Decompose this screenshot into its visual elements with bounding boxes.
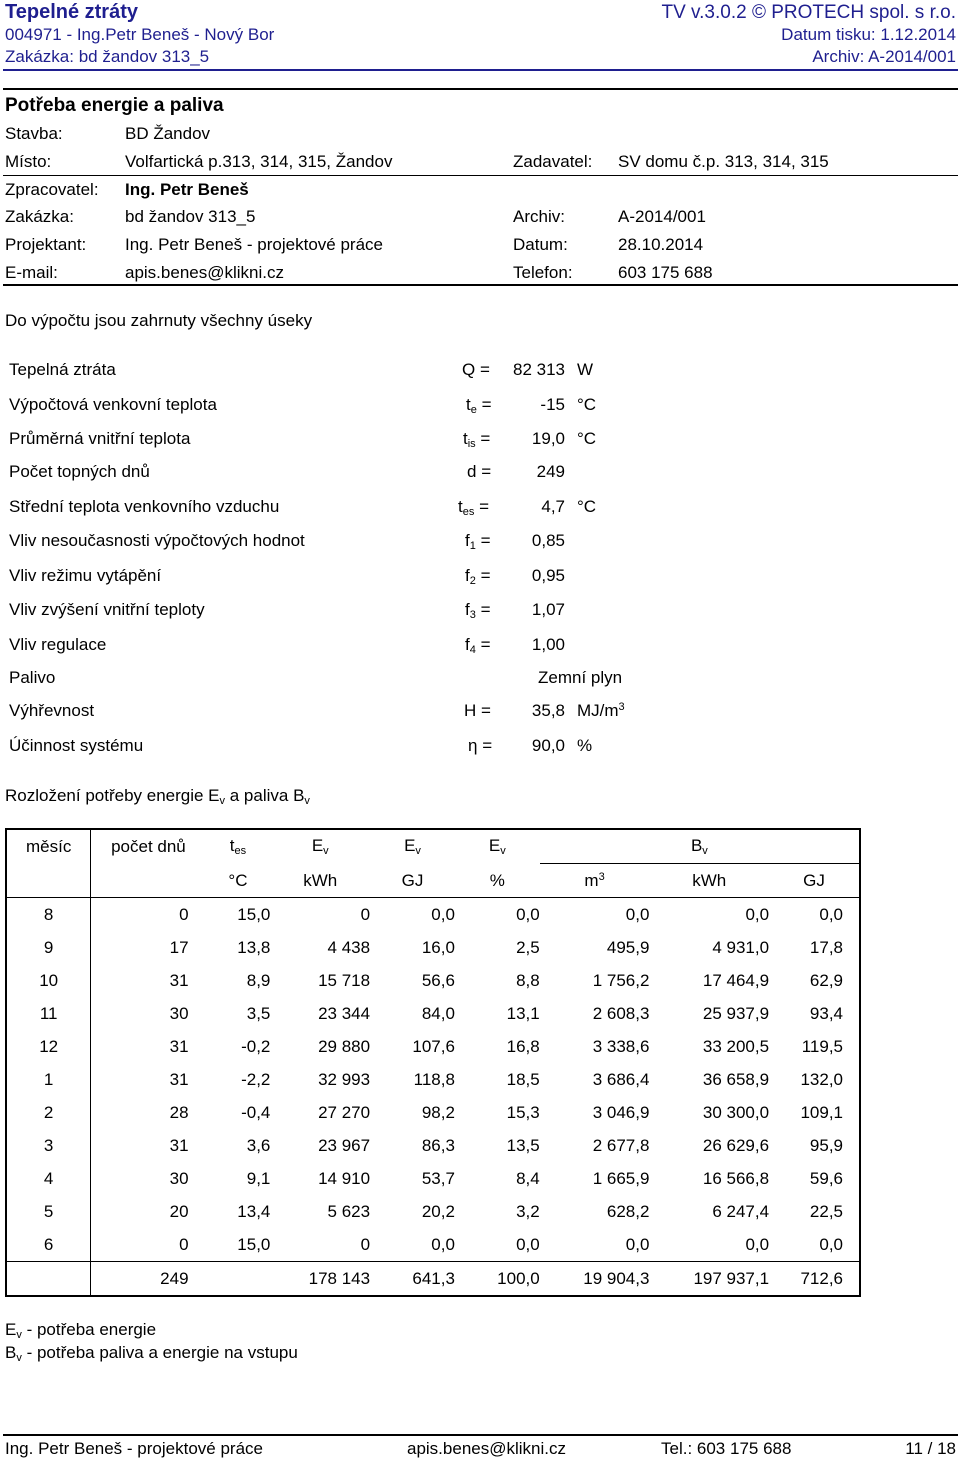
param-value: 4,7 (541, 497, 565, 516)
param-value: 19,0 (531, 429, 565, 448)
table-cell: 13,1 (506, 1004, 540, 1023)
unit-gj: GJ (370, 864, 455, 898)
section-top-rule (3, 88, 958, 90)
table-cell: 4 438 (327, 938, 371, 957)
table-row (6, 1063, 860, 1096)
telefon-label: Telefon: (513, 263, 573, 282)
param-label: Počet topných dnů (9, 462, 150, 481)
param-value: 0,85 (531, 531, 565, 550)
table-cell: 197 937,1 (649, 1262, 769, 1297)
info-divider-2 (3, 284, 958, 286)
table-cell: 0 (91, 898, 206, 932)
table-cell: 15 718 (318, 971, 371, 990)
table-cell: 0 (360, 905, 371, 924)
page-number: 11 / 18 (905, 1439, 956, 1458)
stavba-label: Stavba: (5, 124, 63, 143)
table-cell: 641,3 (370, 1262, 455, 1297)
table-cell: 30 300,0 (702, 1103, 770, 1122)
stavba-value: BD Žandov (125, 124, 211, 143)
table-cell: 132,0 (769, 1063, 860, 1096)
table-cell (206, 1262, 271, 1297)
table-cell: 84,0 (421, 1004, 455, 1023)
zakazka-value: bd žandov 313_5 (125, 207, 256, 226)
table-cell: 14 910 (318, 1169, 371, 1188)
table-cell: 31 (91, 1030, 206, 1063)
table-cell: 31 (91, 1129, 206, 1162)
efficiency-value: 90,0 (531, 736, 565, 755)
calorific-label: Výhřevnost (9, 701, 95, 720)
table-cell: 4 (6, 1162, 91, 1195)
table-cell: 15,0 (237, 905, 271, 924)
table-row (6, 1195, 860, 1228)
table-cell: 93,4 (769, 997, 860, 1030)
misto-label: Místo: (5, 152, 52, 171)
archiv-label: Archiv: (513, 207, 565, 226)
table-cell: 15,3 (506, 1103, 540, 1122)
efficiency-symbol: η = (468, 736, 493, 755)
param-label: Vliv regulace (9, 635, 107, 654)
unit-cell-empty (6, 864, 91, 898)
zakazka-label: Zakázka: (5, 207, 74, 226)
print-date: Datum tisku: 1.12.2014 (781, 25, 956, 44)
table-cell: 36 658,9 (702, 1070, 770, 1089)
table-cell: 17 (91, 931, 206, 964)
table-cell: 3,2 (516, 1202, 540, 1221)
misto-value: Volfartická p.313, 314, 315, Žandov (125, 152, 393, 171)
table-cell: 8 (6, 898, 91, 932)
param-symbol: $f_2$ = (465, 566, 491, 587)
param-label: Průměrná vnitřní teplota (9, 429, 191, 448)
table-cell: 712,6 (769, 1262, 860, 1297)
table-cell: 17 464,9 (702, 971, 770, 990)
table-cell: 33 200,5 (702, 1037, 770, 1056)
param-symbol: Q = (462, 360, 490, 379)
table-cell: 1 665,9 (592, 1169, 650, 1188)
table-cell: -2,2 (241, 1070, 271, 1089)
table-cell: 11 (6, 997, 91, 1030)
table-cell: 3,6 (246, 1136, 271, 1155)
col-header-ev: $E_v$ (270, 829, 370, 864)
table-row (6, 1030, 860, 1063)
unit-cell-empty (91, 864, 206, 898)
table-cell: 0,0 (745, 905, 770, 924)
table-cell: 28 (91, 1096, 206, 1129)
unit-kwh: kWh (270, 864, 370, 898)
param-symbol: $f_3$ = (465, 600, 491, 621)
table-cell: 53,7 (421, 1169, 455, 1188)
email-label: E-mail: (5, 263, 58, 282)
param-label: Vliv nesoučasnosti výpočtových hodnot (9, 531, 305, 550)
table-cell: 2,5 (516, 938, 540, 957)
param-unit: W (577, 360, 594, 379)
table-cell: 13,4 (237, 1202, 271, 1221)
table-cell (6, 1262, 91, 1297)
table-cell: 0,0 (431, 905, 455, 924)
table-cell: 16,8 (506, 1037, 540, 1056)
param-value: 249 (536, 462, 565, 481)
param-value: 0,95 (531, 566, 565, 585)
table-cell: 6 247,4 (712, 1202, 770, 1221)
unit-kwh: kWh (649, 864, 769, 898)
unit-celsius: °C (206, 864, 271, 898)
param-value: 1,07 (531, 600, 565, 619)
calorific-symbol: H = (464, 701, 491, 720)
fuel-value: Zemní plyn (538, 668, 623, 687)
table-cell: 3 338,6 (592, 1037, 650, 1056)
report-title: Tepelné ztráty (5, 1, 138, 23)
table-cell: 59,6 (769, 1162, 860, 1195)
table-cell: 2 (6, 1096, 91, 1129)
table-cell: 12 (6, 1030, 91, 1063)
footer-phone: Tel.: 603 175 688 (661, 1439, 792, 1458)
table-cell: 16 566,8 (702, 1169, 770, 1188)
table-cell: 3,5 (246, 1004, 271, 1023)
param-label: Vliv zvýšení vnitřní teploty (9, 600, 205, 619)
table-row (6, 964, 860, 997)
table-row (6, 1228, 860, 1262)
info-divider-1 (3, 175, 958, 176)
col-header-bv: $B_v$ (540, 829, 860, 864)
table-cell: 109,1 (769, 1096, 860, 1129)
table-cell: -0,4 (241, 1103, 271, 1122)
table-cell: 0,0 (431, 1235, 455, 1254)
table-cell: 9,1 (246, 1169, 271, 1188)
table-row (6, 1129, 860, 1162)
calculation-note: Do výpočtu jsou zahrnuty všechny úseky (5, 311, 313, 330)
param-symbol: $f_4$ = (465, 635, 491, 656)
table-cell: 32 993 (318, 1070, 371, 1089)
license-info: 004971 - Ing.Petr Beneš - Nový Bor (5, 25, 275, 44)
table-cell: 2 677,8 (592, 1136, 650, 1155)
table-cell: 13,5 (506, 1136, 540, 1155)
table-cell: 30 (91, 997, 206, 1030)
table-cell: 6 (6, 1228, 91, 1262)
table-cell: 3 (6, 1129, 91, 1162)
table-cell: 8,4 (516, 1169, 540, 1188)
param-value: 1,00 (531, 635, 565, 654)
unit-percent: % (455, 864, 540, 898)
param-unit: °C (577, 429, 597, 448)
table-cell: 15,0 (237, 1235, 271, 1254)
col-header-month: měsíc (6, 829, 91, 864)
table-cell: 20 (91, 1195, 206, 1228)
param-label: Střední teplota venkovního vzduchu (9, 497, 280, 516)
table-cell: 0,0 (625, 905, 650, 924)
archiv-value: A-2014/001 (618, 207, 706, 226)
table-cell: 107,6 (412, 1037, 455, 1056)
table-cell: 18,5 (506, 1070, 540, 1089)
zadavatel-label: Zadavatel: (513, 152, 593, 171)
table-cell: 178 143 (270, 1262, 370, 1297)
order-name: Zakázka: bd žandov 313_5 (5, 47, 210, 66)
col-header-days: počet dnů (91, 829, 206, 864)
zpracovatel-value: Ing. Petr Beneš (125, 180, 249, 199)
table-cell: 23 344 (318, 1004, 371, 1023)
param-label: Tepelná ztráta (9, 360, 116, 379)
param-unit: °C (577, 395, 597, 414)
section-title: Potřeba energie a paliva (5, 95, 224, 116)
col-header-tes: $t_{es}$ (206, 829, 271, 864)
param-value: 82 313 (513, 360, 565, 379)
datum-label: Datum: (513, 235, 568, 254)
archive-number: Archiv: A-2014/001 (812, 47, 956, 66)
telefon-value: 603 175 688 (618, 263, 713, 282)
table-cell: 56,6 (421, 971, 455, 990)
table-cell: 0,0 (769, 898, 860, 932)
fuel-label: Palivo (9, 668, 56, 687)
table-cell: 4 931,0 (712, 938, 770, 957)
table-cell: 31 (91, 964, 206, 997)
table-row (6, 1096, 860, 1129)
table-cell: 98,2 (421, 1103, 455, 1122)
software-version: TV v.3.0.2 © PROTECH spol. s r.o. (661, 2, 956, 23)
table-cell: -0,2 (241, 1037, 271, 1056)
projektant-label: Projektant: (5, 235, 87, 254)
table-cell: 22,5 (769, 1195, 860, 1228)
table-cell: 95,9 (769, 1129, 860, 1162)
table-cell: 30 (91, 1162, 206, 1195)
efficiency-unit: % (577, 736, 593, 755)
table-cell: 0 (360, 1235, 371, 1254)
datum-value: 28.10.2014 (618, 235, 704, 254)
table-cell: 27 270 (318, 1103, 371, 1122)
table-cell: 8,8 (516, 971, 540, 990)
table-cell: 23 967 (318, 1136, 371, 1155)
table-cell: 0 (91, 1228, 206, 1262)
table-row (6, 997, 860, 1030)
unit-m3: $m^3$ (540, 864, 650, 898)
monthly-distribution-table (5, 828, 861, 1297)
table-cell: 20,2 (421, 1202, 455, 1221)
table-cell: 5 623 (327, 1202, 371, 1221)
distribution-title: Rozložení potřeby energie $E_v$ a paliva $B_v$ (5, 786, 310, 807)
table-cell: 0,0 (769, 1228, 860, 1262)
legend-fuel: $B_v$ - potřeba paliva a energie na vstupu (5, 1343, 298, 1364)
calorific-unit: $MJ/m^3$ (577, 701, 625, 720)
footer-email: apis.benes@klikni.cz (407, 1439, 566, 1458)
table-cell: 0,0 (516, 905, 540, 924)
table-cell: 62,9 (769, 964, 860, 997)
table-cell: 0,0 (516, 1235, 540, 1254)
param-value: -15 (540, 395, 565, 414)
zadavatel-value: SV domu č.p. 313, 314, 315 (618, 152, 829, 171)
param-label: Vliv režimu vytápění (9, 566, 162, 585)
table-row (6, 931, 860, 964)
table-total-row (6, 1262, 860, 1297)
param-symbol: $t_{es}$ = (458, 497, 490, 518)
col-header-ev: $E_v$ (370, 829, 455, 864)
table-cell: 10 (6, 964, 91, 997)
param-symbol: $t_e$ = (466, 395, 492, 416)
param-unit: °C (577, 497, 597, 516)
table-cell: 13,8 (237, 938, 271, 957)
table-row (6, 1162, 860, 1195)
param-symbol: $t_{is}$ = (463, 429, 491, 450)
table-cell: 3 046,9 (592, 1103, 650, 1122)
table-cell: 119,5 (769, 1030, 860, 1063)
table-cell: 0,0 (625, 1235, 650, 1254)
efficiency-label: Účinnost systému (9, 736, 144, 755)
table-cell: 495,9 (606, 938, 650, 957)
table-cell: 86,3 (421, 1136, 455, 1155)
table-unit-row (6, 864, 860, 898)
footer-author: Ing. Petr Beneš - projektové práce (5, 1439, 263, 1458)
table-cell: 118,8 (413, 1070, 455, 1089)
footer-divider (3, 1434, 958, 1436)
table-cell: 26 629,6 (702, 1136, 770, 1155)
calorific-value: 35,8 (531, 701, 565, 720)
table-cell: 19 904,3 (540, 1262, 650, 1297)
table-cell: 249 (91, 1262, 206, 1297)
table-cell: 31 (91, 1063, 206, 1096)
table-cell: 100,0 (455, 1262, 540, 1297)
table-cell: 1 (6, 1063, 91, 1096)
projektant-value: Ing. Petr Beneš - projektové práce (125, 235, 383, 254)
email-value: apis.benes@klikni.cz (125, 263, 284, 282)
table-cell: 8,9 (246, 971, 271, 990)
table-cell: 9 (6, 931, 91, 964)
table-header-row (6, 829, 860, 864)
table-row (6, 898, 860, 932)
legend-energy: $E_v$ - potřeba energie (5, 1320, 157, 1341)
col-header-ev: $E_v$ (455, 829, 540, 864)
param-label: Výpočtová venkovní teplota (9, 395, 217, 414)
table-cell: 5 (6, 1195, 91, 1228)
table-cell: 2 608,3 (592, 1004, 650, 1023)
param-symbol: d = (467, 462, 492, 481)
unit-gj: GJ (769, 864, 860, 898)
param-symbol: $f_1$ = (465, 531, 491, 552)
table-cell: 25 937,9 (702, 1004, 770, 1023)
table-cell: 0,0 (745, 1235, 770, 1254)
table-cell: 3 686,4 (592, 1070, 650, 1089)
table-cell: 29 880 (318, 1037, 371, 1056)
table-cell: 17,8 (769, 931, 860, 964)
zpracovatel-label: Zpracovatel: (5, 180, 99, 199)
table-cell: 1 756,2 (592, 971, 650, 990)
header-divider (3, 69, 958, 71)
table-cell: 16,0 (421, 938, 455, 957)
table-cell: 628,2 (606, 1202, 650, 1221)
